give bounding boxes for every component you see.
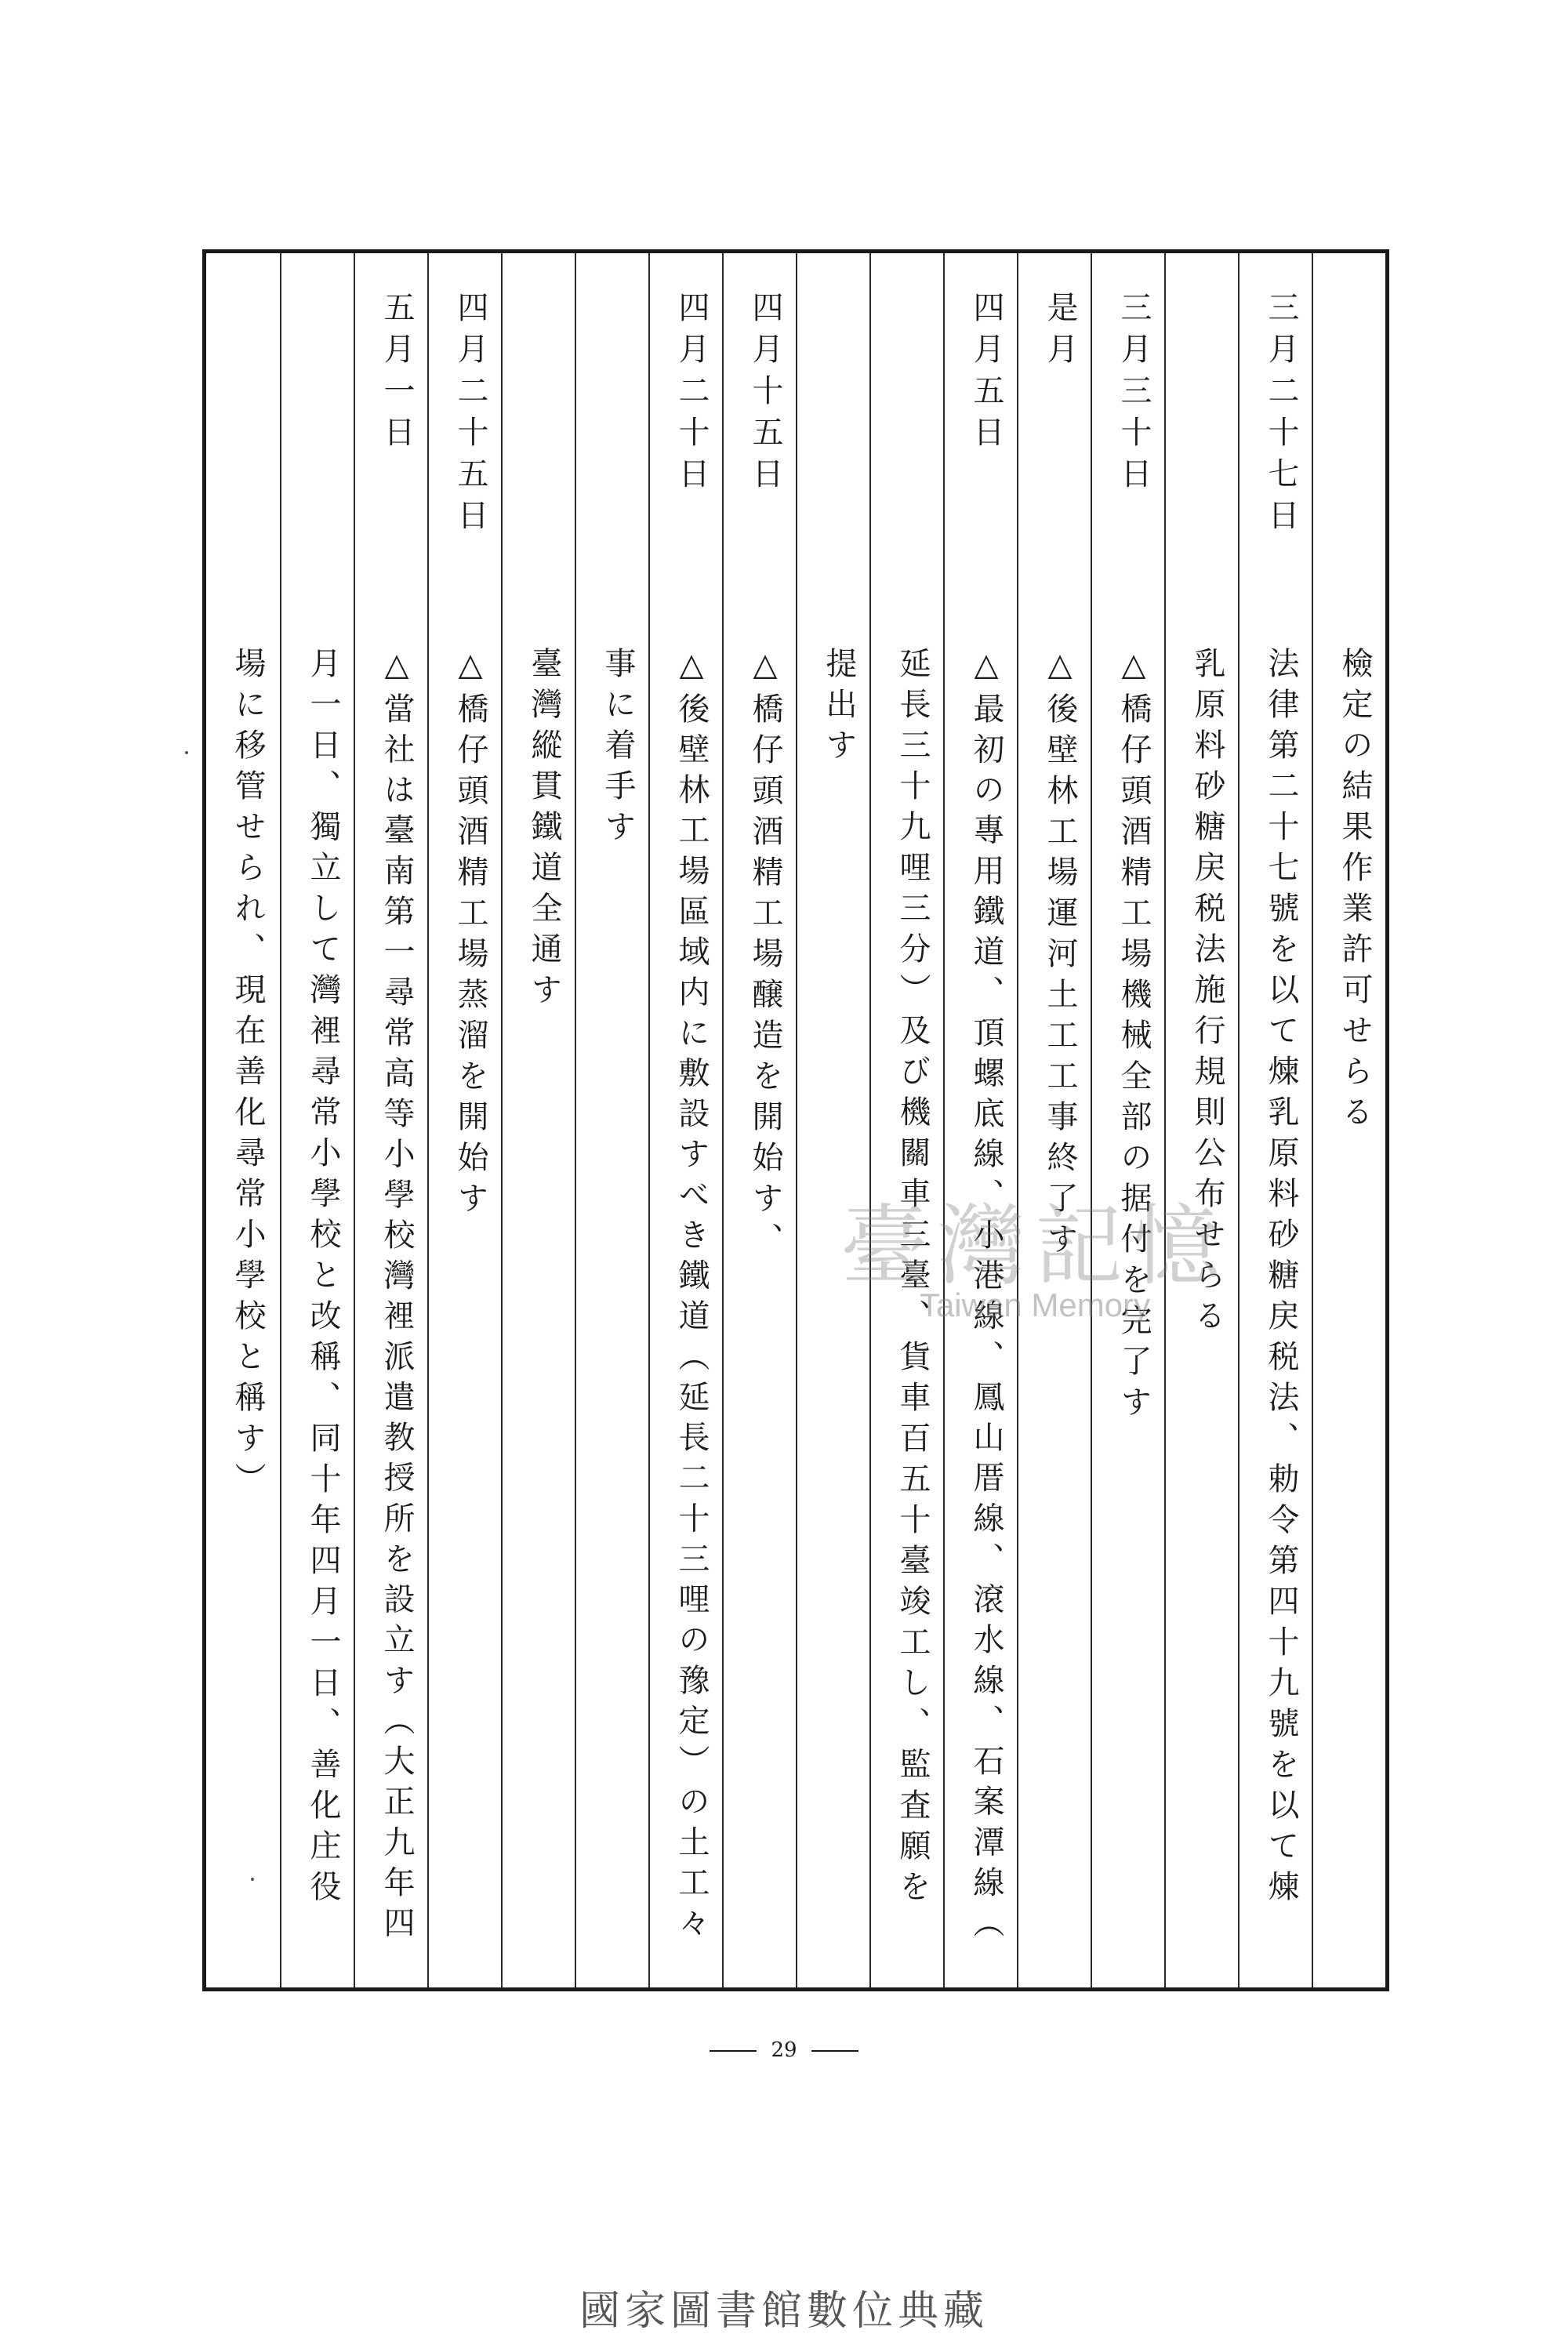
column-date: 四月二十日 bbox=[673, 291, 710, 499]
text-column bbox=[427, 253, 501, 1987]
column-text: 乳原料砂糖戻税法施行規則公布せらる bbox=[1189, 647, 1225, 1340]
column-text: △當社は臺南第一尋常高等小學校灣裡派遣教授所を設立す（大正九年四 bbox=[379, 647, 415, 1947]
text-column bbox=[1312, 253, 1385, 1987]
text-column bbox=[796, 253, 869, 1987]
watermark-english: Taiwan Memory bbox=[919, 1287, 1151, 1323]
column-date: 四月十五日 bbox=[747, 291, 783, 499]
text-frame bbox=[202, 249, 1389, 1991]
column-date: 是月 bbox=[1042, 291, 1078, 374]
column-date: 五月一日 bbox=[379, 291, 415, 457]
column-date: 三月二十七日 bbox=[1263, 291, 1299, 540]
scan-speck bbox=[251, 1878, 254, 1881]
text-column bbox=[354, 253, 427, 1987]
text-column bbox=[575, 253, 648, 1987]
text-column bbox=[206, 253, 280, 1987]
text-column bbox=[1238, 253, 1312, 1987]
text-column bbox=[1017, 253, 1091, 1987]
column-text: 場に移管せられ、現在善化尋常小學校と稱す） bbox=[230, 647, 266, 1503]
watermark-chinese: 臺灣記憶 bbox=[840, 1196, 1229, 1298]
text-column bbox=[722, 253, 796, 1987]
text-column bbox=[648, 253, 722, 1987]
dash-left bbox=[710, 2050, 757, 2052]
column-text: 月一日、獨立して灣裡尋常小學校と改稱、同十年四月一日、善化庄役 bbox=[305, 647, 341, 1911]
text-column bbox=[1091, 253, 1164, 1987]
column-text: △最初の專用鐵道、頂螺底線、小港線、鳳山厝線、滾水線、石案潭線（ bbox=[968, 647, 1004, 1947]
column-text: △橋仔頭酒精工場機械全部の据付を完了す bbox=[1116, 647, 1152, 1426]
column-text: △橋仔頭酒精工場蒸溜を開始す bbox=[452, 647, 488, 1222]
column-text: △後壁林工場區域内に敷設すべき鐵道（延長二十三哩の豫定）の土工々 bbox=[673, 647, 710, 1947]
page-number: 29 bbox=[771, 2038, 797, 2062]
column-text: △後壁林工場運河土工工事終了す bbox=[1042, 647, 1078, 1263]
column-text: 臺灣縱貫鐵道全通す bbox=[526, 647, 562, 1014]
column-text: 延長三十九哩三分）及び機關車三臺、貨車百五十臺竣工し、監査願を bbox=[895, 647, 931, 1911]
text-column bbox=[501, 253, 575, 1987]
page-number-line bbox=[0, 2038, 1568, 2062]
text-column bbox=[280, 253, 354, 1987]
scan-speck bbox=[185, 751, 188, 754]
column-date: 四月五日 bbox=[968, 291, 1004, 457]
column-date: 三月三十日 bbox=[1116, 291, 1152, 499]
text-column bbox=[869, 253, 943, 1987]
text-column bbox=[1164, 253, 1238, 1987]
column-text: 法律第二十七號を以て煉乳原料砂糖戻税法、勅令第四十九號を以て煉 bbox=[1263, 647, 1299, 1911]
column-text: 檢定の結果作業許可せらる bbox=[1337, 647, 1373, 1136]
column-text: 事に着手す bbox=[600, 647, 636, 851]
dash-right bbox=[811, 2050, 858, 2052]
column-date: 四月二十五日 bbox=[452, 291, 488, 540]
library-footer: 國家圖書館數位典藏 bbox=[579, 2288, 989, 2335]
text-column bbox=[943, 253, 1017, 1987]
column-text: △橋仔頭酒精工場醸造を開始す、 bbox=[747, 647, 783, 1263]
column-text: 提出す bbox=[821, 647, 857, 769]
